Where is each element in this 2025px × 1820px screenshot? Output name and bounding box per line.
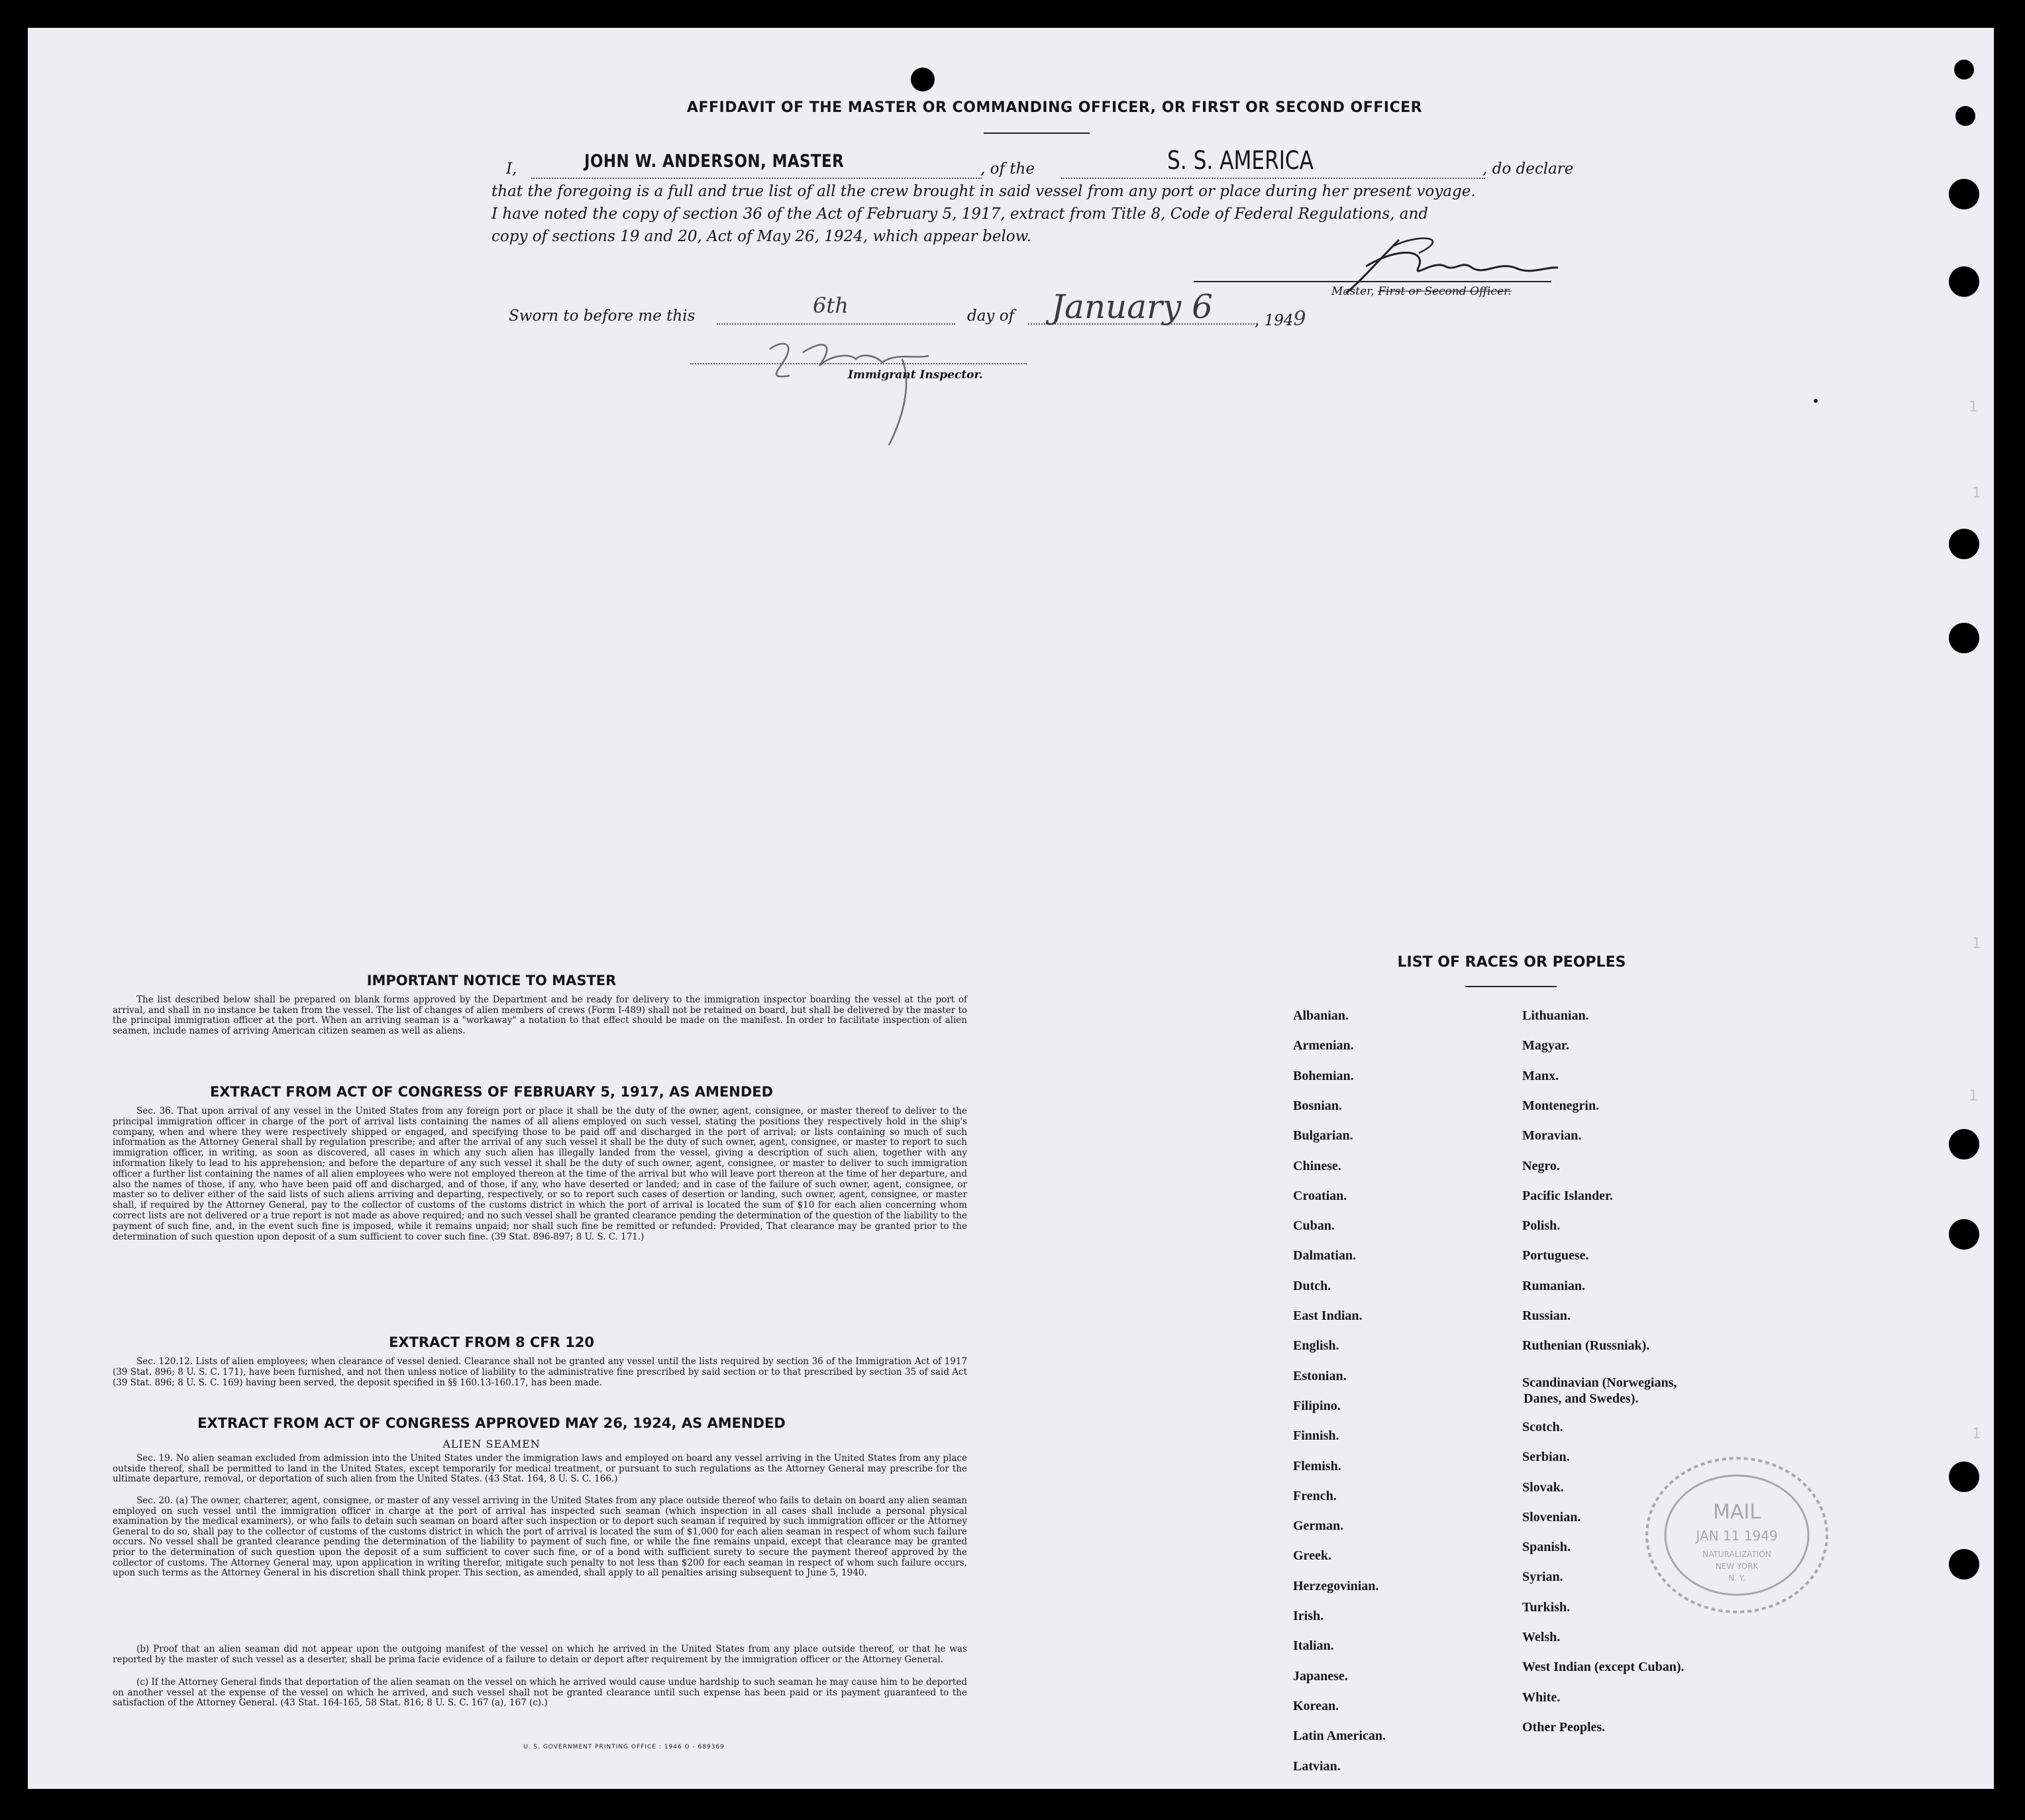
declaration-prefix: I,: [506, 160, 517, 178]
punch-hole: [1949, 1549, 1979, 1579]
race-item: French.: [1293, 1488, 1337, 1503]
inspector-signature-line: [690, 363, 1027, 364]
race-item: Bosnian.: [1293, 1098, 1342, 1113]
postal-stamp: [1641, 1452, 1833, 1618]
document-page: 1 1 1 1 1 AFFIDAVIT OF THE MASTER OR COMMANDING OFFICER, OR FIRST OR SECOND OFFICER I, JOHN W. ANDERSON, MASTER , of the S. S. AMERICA , do declare that the foregoing is a full and true list of all the crew brought in said vessel from any port or place during her present voyage. I have noted the copy of section 36 of the Act of February 5, 1917, extract from Title 8, Code of Federal Regulations, and copy of sections 19 and 20, Act of May 26, 1924, which appear below. Master, First or Second Officer. Sworn to before me this 6th day of January 6 , 1949 Immigrant Inspector. IMPORTANT NOTICE TO MASTER The list described below shall be prepared on blank forms approved by the Department and be ready for delivery to the immigration inspector boarding the vessel at the port of arrival, and shall in no instance be taken from the vessel. The list of changes of alien members of crews (Form I-489) shall not be retained on board, but shall be delivered by the master to the principal immigration officer at the port. When an arriving seaman is a "workaway" a notation to that effect should be made on the manifest. In order to facilitate inspection of alien seamen, include names of arriving American citizen seamen as well as aliens. EXTRACT FROM ACT OF CONGRESS OF FEBRUARY 5, 1917, AS AMENDED Sec. 36. That upon arrival of any vessel in the United States from any foreign port or place it shall be the duty of the owner, agent, consignee, or master thereof to deliver to the principal immigration officer in charge of the port of arrival lists containing the names of all aliens employed on such vessel, stating the positions they respectively hold in the ship's company, when and where they were respectively shipped or engaged, and specifying those to be paid off and discharged in the port of arrival; or lists containing so much of such information as the Attorney General shall by regulation prescribe; and after the arrival of any such vessel it shall be the duty of such owner, agent, consignee, or master to report to such immigration officer, in writing, as soon as discovered, all cases in which any such alien has illegally landed from the vessel, giving a description of such alien, together with any information likely to lead to his apprehension; and before the departure of any such vessel it shall be the duty of such owner, agent, consignee, or master to deliver to such immigration officer a further list containing the names of all alien employees who were not employed thereon at the time of the arrival but who will leave port thereon at the time of her departure, and also the names of those, if any, who have been paid off and discharged, and of those, if any, who have deserted or landed; and in case of the failure of such owner, agent, consignee, or master so to deliver either of the said lists of such aliens arriving and departing, respectively, or so to report such cases of desertion or landing, such owner, agent, consignee, or master shall, if required by the Attorney General, pay to the collector of customs of the customs district in which the port of arrival is located the sum of $10 for each alien concerning whom correct lists are not delivered or a true report is not made as above required; and no such vessel shall be granted clearance pending the determination of the question of the liability to the payment of such fine, and, in the event such fine is imposed, while it remains unpaid; nor shall such fine be remitted or refunded: Provided, That clearance may be granted prior to the determination of such question upon deposit of a sum sufficient to cover such fine. (39 Stat. 896-897; 8 U. S. C. 171.) EXTRACT FROM 8 CFR 120 Sec. 120.12. Lists of alien employees; when clearance of vessel denied. Clearance shall not be granted any vessel until the lists required by section 36 of the Immigration Act of 1917 (39 Stat. 896; 8 U. S. C. 171), have been furnished, and not then unless notice of liability to the administrative fine prescribed by said section or to that prescribed by section 35 of said Act (39 Stat. 896; 8 U. S. C. 169) having been served, the deposit specified in §§ 160.13-160.17, has been made. EXTRACT FROM ACT OF CONGRESS APPROVED MAY 26, 1924, AS AMENDED ALIEN SEAMEN Sec. 19. No alien seaman excluded from admission into the United States under the immigration laws and employed on board any vessel arriving in the United States from any place outside thereof, shall be permitted to land in the United States, except temporarily for medical treatment, or pursuant to such regulations as the Attorney General may prescribe for the ultimate departure, removal, or deportation of such alien from the United States. (43 Stat. 164, 8 U. S. C. 166.) Sec. 20. (a) The owner, charterer, agent, consignee, or master of any vessel arriving in the United States from any place outside thereof who fails to detain on board any alien seaman employed on such vessel until the immigration officer in charge at the port of arrival has inspected such seaman (which inspection in all cases shall include a personal physical examination by the medical examiners), or who fails to detain such seaman on board after such inspection or to deport such seaman if required by such immigration officer or the Attorney General to do so, shall pay to the collector of customs of the customs district in which the port of arrival is located the sum of $1,000 for each alien seaman in respect of whom such failure occurs. No vessel shall be granted clearance pending the determination of the liability to payment of such fine, or while the fine remains unpaid, except that clearance may be granted prior to the determination of such question upon the deposit of a sum sufficient to cover such fine, or of a bond with sufficient surety to secure the payment thereof approved by the collector of customs. The Attorney General may, upon application in writing therefor, mitigate such penalty to not less than $200 for each seaman in respect of whom such failure occurs, upon such terms as the Attorney General in his discretion shall think proper. This section, as amended, shall apply to all penalties arising subsequent to June 5, 1940. (b) Proof that an alien seaman did not appear upon the outgoing manifest of the vessel on which he arrived in the United States from any place outside thereof, or that he was reported by the master of such vessel as a deserter, shall be prima facie evidence of a failure to detain or deport after requirement by the immigration officer or the Attorney General. (c) If the Attorney General finds that deportation of the alien seaman on the vessel on which he arrived would cause undue hardship to such seaman he may cause him to be deported on another vessel at the expense of the vessel on which he arrived, and such vessel shall not be granted clearance until such expense has been paid or its payment guaranteed to the satisfaction of the Attorney General. (43 Stat. 164-165, 58 Stat. 816; 8 U. S. C. 167 (a), 167 (c).) U. S. GOVERNMENT PRINTING OFFICE : 1946 O - 689369 LIST OF RACES OR PEOPLES MAIL JAN 11 1949 NATURALIZATION NEW YORK N. Y. Albanian. Armenian. Bohemian. Bosnian. Bulgarian. Chinese. Croatian. Cuban. Dalmatian. Dutch. East Indian. English. Estonian. Filipino. Finnish. Flemish. French. German. Greek. Herzegovinian. Irish. Italian. Japanese. Korean. Latin American. Latvian. Lithuanian. Magyar. Manx. Montenegrin. Moravian. Negro. Pacific Islander. Polish. Portuguese. Rumanian. Russian. Ruthenian (Russniak). Scandinavian (Norwegians, Danes, and Swedes). Scotch. Serbian. Slovak. Slovenian. Spanish. Syrian. Turkish. Welsh. West Indian (except Cuban). White. Other Peoples.: [28, 28, 1994, 1789]
race-item: Flemish.: [1293, 1458, 1341, 1473]
section-20b-text: (b) Proof that an alien seaman did not appear upon the outgoing manifest of the vessel on which he arrived in the United States from any place outside thereof, or that he was reported by the master of such vessel as a deserter, shall be prima facie evidence of a failure to detain or deport after requirement by the immigration officer or the Attorney General.: [113, 1644, 967, 1665]
stamp-date: JAN 11 1949: [1696, 1528, 1778, 1544]
year-prefix: , 194: [1255, 312, 1294, 329]
races-title: LIST OF RACES OR PEOPLES: [1397, 954, 1626, 971]
declaration-line-3: I have noted the copy of section 36 of the Act of February 5, 1917, extract from Title 8, Code of Federal Regulations, and: [492, 205, 1429, 223]
race-item: Slovak.: [1522, 1479, 1564, 1495]
year-suffix-handwritten: 9: [1293, 307, 1306, 331]
master-signature-line: [1194, 281, 1551, 282]
race-item: East Indian.: [1293, 1309, 1363, 1323]
race-item: Bohemian.: [1293, 1068, 1354, 1083]
race-item: White.: [1522, 1689, 1561, 1705]
vessel-name-field: S. S. AMERICA: [1167, 146, 1314, 175]
stray-dot: [1814, 399, 1818, 403]
section-19-text: Sec. 19. No alien seaman excluded from admission into the United States under the immigration laws and employed on board any vessel arriving in the United States from any place outside thereof, shall be permitted to land in the United States, except temporarily for medical treatment, or pursuant to such regulations as the Attorney General may prescribe for the ultimate departure, removal, or deportation of such alien from the United States. (43 Stat. 164, 8 U. S. C. 166.): [113, 1453, 967, 1485]
race-item: Italian.: [1293, 1638, 1334, 1654]
race-item: Spanish.: [1522, 1540, 1571, 1555]
punch-hole: [1954, 60, 1974, 80]
punch-hole: [1949, 529, 1979, 559]
race-item: Syrian.: [1522, 1570, 1563, 1585]
sworn-month-field: January 6: [1051, 288, 1213, 326]
race-item: Scotch.: [1522, 1419, 1563, 1434]
section-20a-text: Sec. 20. (a) The owner, charterer, agent, consignee, or master of any vessel arriving in the United States from any place outside thereof who fails to detain on board any alien seaman employed on such vessel until the immigration officer in charge at the port of arrival has inspected such seaman (which inspection in all cases shall include a personal physical examination by the medical examiners), or who fails to detain such seaman on board after such inspection or to deport such seaman if required by such immigration officer or the Attorney General to do so, shall pay to the collector of customs of the customs district in which the port of arrival is located the sum of $1,000 for each alien seaman in respect of whom such failure occurs. No vessel shall be granted clearance pending the determination of the liability to payment of such fine, or while the fine remains unpaid, except that clearance may be granted prior to the determination of such question upon the deposit of a sum sufficient to cover such fine, or of a bond with sufficient surety to secure the payment thereof approved by the collector of customs. The Attorney General may, upon application in writing therefor, mitigate such penalty to not less than $200 for each seaman in respect of whom such failure occurs, upon such terms as the Attorney General in his discretion shall think proper. This section, as amended, shall apply to all penalties arising subsequent to June 5, 1940.: [113, 1495, 967, 1579]
race-item: Herzegovinian.: [1293, 1578, 1379, 1593]
race-item: Latvian.: [1293, 1758, 1341, 1774]
race-item: English.: [1293, 1338, 1339, 1354]
notice-body: The list described below shall be prepared on blank forms approved by the Department and be ready for delivery to the immigration inspector boarding the vessel at the port of arrival, and shall in no instance be taken from the vessel. The list of changes of alien members of crews (Form I-489) shall not be retained on board, but shall be delivered by the master to the principal immigration officer at the port. When an arriving seaman is a "workaway" a notation to that effect should be made on the manifest. In order to facilitate inspection of alien seamen, include names of arriving American citizen seamen as well as aliens.: [113, 994, 967, 1036]
race-item: Moravian.: [1522, 1128, 1582, 1144]
race-item: Montenegrin.: [1522, 1098, 1600, 1113]
extract-cfr-body: Sec. 120.12. Lists of alien employees; when clearance of vessel denied. Clearance shall not be granted any vessel until the lists required by section 36 of the Immigration Act of 1917 (39 Stat. 896; 8 U. S. C. 171), have been furnished, and not then unless notice of liability to the administrative fine prescribed by said section or to that prescribed by section 35 of said Act (39 Stat. 896; 8 U. S. C. 169) having been served, the deposit specified in §§ 160.13-160.17, has been made.: [113, 1356, 967, 1388]
punch-hole: [1949, 1129, 1979, 1159]
race-item: Dutch.: [1293, 1278, 1331, 1293]
of-the-label: , of the: [980, 160, 1035, 178]
race-item: Greek.: [1293, 1548, 1331, 1564]
race-item: West Indian (except Cuban).: [1522, 1660, 1685, 1675]
vessel-name-line: [1061, 178, 1485, 179]
race-item: Welsh.: [1522, 1630, 1561, 1644]
extract-1924-title: EXTRACT FROM ACT OF CONGRESS APPROVED MAY 26, 1924, AS AMENDED: [197, 1415, 786, 1431]
race-item: Croatian.: [1293, 1188, 1347, 1203]
race-item: Estonian.: [1293, 1368, 1347, 1383]
race-item: Japanese.: [1293, 1668, 1348, 1684]
race-item: Ruthenian (Russniak).: [1522, 1338, 1650, 1354]
master-caption: [1331, 285, 1512, 298]
race-item: Scandinavian (Norwegians,: [1522, 1375, 1677, 1390]
title-rule: [984, 133, 1090, 134]
race-item: Bulgarian.: [1293, 1128, 1353, 1144]
declaration-line-4: copy of sections 19 and 20, Act of May 26, 1924, which appear below.: [492, 228, 1031, 245]
master-caption-text: Master,: [1331, 285, 1375, 298]
inspector-signature: [756, 326, 995, 458]
notice-title: IMPORTANT NOTICE TO MASTER: [366, 973, 617, 989]
day-of-label: day of: [967, 307, 1015, 325]
master-name-field: JOHN W. ANDERSON, MASTER: [584, 151, 845, 172]
race-item: Lithuanian.: [1522, 1008, 1589, 1023]
race-item: Portuguese.: [1522, 1248, 1589, 1263]
race-item: German.: [1293, 1519, 1344, 1534]
master-name-line: [531, 178, 982, 179]
race-item: Korean.: [1293, 1698, 1339, 1713]
race-item: Polish.: [1522, 1218, 1561, 1234]
extract-cfr-title: EXTRACT FROM 8 CFR 120: [389, 1334, 594, 1350]
sworn-label: Sworn to before me this: [509, 307, 696, 325]
declaration-line-2: that the foregoing is a full and true list of all the crew brought in said vessel from any port or place during her present voyage.: [492, 183, 1476, 200]
sworn-day-field: 6th: [813, 293, 849, 318]
punch-hole: [1949, 1462, 1979, 1492]
race-item: Negro.: [1522, 1158, 1560, 1173]
race-item: Russian.: [1522, 1309, 1571, 1323]
stamp-org: NATURALIZATION: [1702, 1550, 1771, 1559]
race-item: Slovenian.: [1522, 1509, 1581, 1525]
race-item: Rumanian.: [1522, 1278, 1586, 1293]
race-item: Finnish.: [1293, 1428, 1339, 1444]
alien-seamen-subtitle: ALIEN SEAMEN: [442, 1438, 541, 1450]
punch-hole: [1949, 623, 1979, 653]
race-item: Latin American.: [1293, 1729, 1386, 1744]
race-item: Other Peoples.: [1522, 1719, 1606, 1735]
punch-hole: [1949, 179, 1979, 209]
race-item: Irish.: [1293, 1609, 1324, 1623]
race-item: Dalmatian.: [1293, 1248, 1356, 1263]
extract-1917-body: Sec. 36. That upon arrival of any vessel in the United States from any foreign port or place it shall be the duty of the owner, agent, consignee, or master thereof to deliver to the principal immigration officer in charge of the port of arrival lists containing the names of all aliens employed on such vessel, stating the positions they respectively hold in the ship's company, when and where they were respectively shipped or engaged, and specifying those to be paid off and discharged in the port of arrival; or lists containing so much of such information as the Attorney General shall by regulation prescribe; and after the arrival of any such vessel it shall be the duty of such owner, agent, consignee, or master to report to such immigration officer, in writing, as soon as discovered, all cases in which any such alien has illegally landed from the vessel, giving a description of such alien, together with any information likely to lead to his apprehension; and before the departure of any such vessel it shall be the duty of such owner, agent, consignee, or master to deliver to such immigration officer a further list containing the names of all alien employees who were not employed thereon at the time of the arrival but who will leave port thereon at the time of her departure, and also the names of those, if any, who have been paid off and discharged, and of those, if any, who have deserted or landed; and in case of the failure of such owner, agent, consignee, or master so to deliver either of the said lists of such aliens arriving and departing, respectively, or so to report such cases of desertion or landing, such owner, agent, consignee, or master shall, if required by the Attorney General, pay to the collector of customs of the customs district in which the port of arrival is located the sum of $10 for each alien concerning whom correct lists are not delivered or a true report is not made as above required; and no such vessel shall be granted clearance pending the determination of the question of the liability to the payment of such fine, and, in the event such fine is imposed, while it remains unpaid; nor shall such fine be remitted or refunded: Provided, That clearance may be granted prior to the determination of such question upon deposit of a sum sufficient to cover such fine. (39 Stat. 896-897; 8 U. S. C. 171.): [113, 1106, 967, 1242]
printing-office-footer: U. S. GOVERNMENT PRINTING OFFICE : 1946 O - 689369: [523, 1744, 725, 1750]
race-item: Serbian.: [1522, 1450, 1570, 1465]
race-item: Danes, and Swedes).: [1524, 1391, 1639, 1406]
races-title-rule: [1465, 986, 1557, 987]
sworn-day-line: [717, 323, 955, 325]
race-item: Pacific Islander.: [1522, 1188, 1614, 1203]
struck-officer-caption: First or Second Officer.: [1378, 285, 1512, 298]
punch-hole: [1955, 106, 1975, 126]
year-field: [1255, 307, 1306, 331]
punch-hole: [1949, 1219, 1979, 1250]
race-item: Manx.: [1522, 1068, 1559, 1083]
stamp-state: N. Y.: [1728, 1574, 1745, 1583]
inspector-caption: Immigrant Inspector.: [848, 368, 983, 382]
extract-1917-title: EXTRACT FROM ACT OF CONGRESS OF FEBRUARY 5, 1917, AS AMENDED: [209, 1084, 774, 1100]
affidavit-title: AFFIDAVIT OF THE MASTER OR COMMANDING OFFICER, OR FIRST OR SECOND OFFICER: [686, 99, 1423, 116]
race-item: Magyar.: [1522, 1038, 1569, 1053]
race-item: Chinese.: [1293, 1158, 1341, 1173]
race-item: Cuban.: [1293, 1218, 1335, 1234]
section-20c-text: (c) If the Attorney General finds that deportation of the alien seaman on the vessel on which he arrived would cause undue hardship to such seaman he may cause him to be deported on another vessel at the expense of the vessel on which he arrived, and such vessel shall not be granted clearance until such expense has been paid or its payment guaranteed to the satisfaction of the Attorney General. (43 Stat. 164-165, 58 Stat. 816; 8 U. S. C. 167 (a), 167 (c).): [113, 1677, 967, 1709]
punch-hole: [1949, 266, 1979, 297]
race-item: Albanian.: [1293, 1008, 1349, 1023]
race-item: Armenian.: [1293, 1038, 1354, 1053]
punch-hole: [911, 68, 935, 91]
race-item: Filipino.: [1293, 1398, 1341, 1413]
stamp-city: NEW YORK: [1715, 1562, 1759, 1571]
race-item: Turkish.: [1522, 1599, 1571, 1615]
do-declare-label: , do declare: [1482, 160, 1574, 178]
stamp-mail: MAIL: [1713, 1501, 1761, 1524]
